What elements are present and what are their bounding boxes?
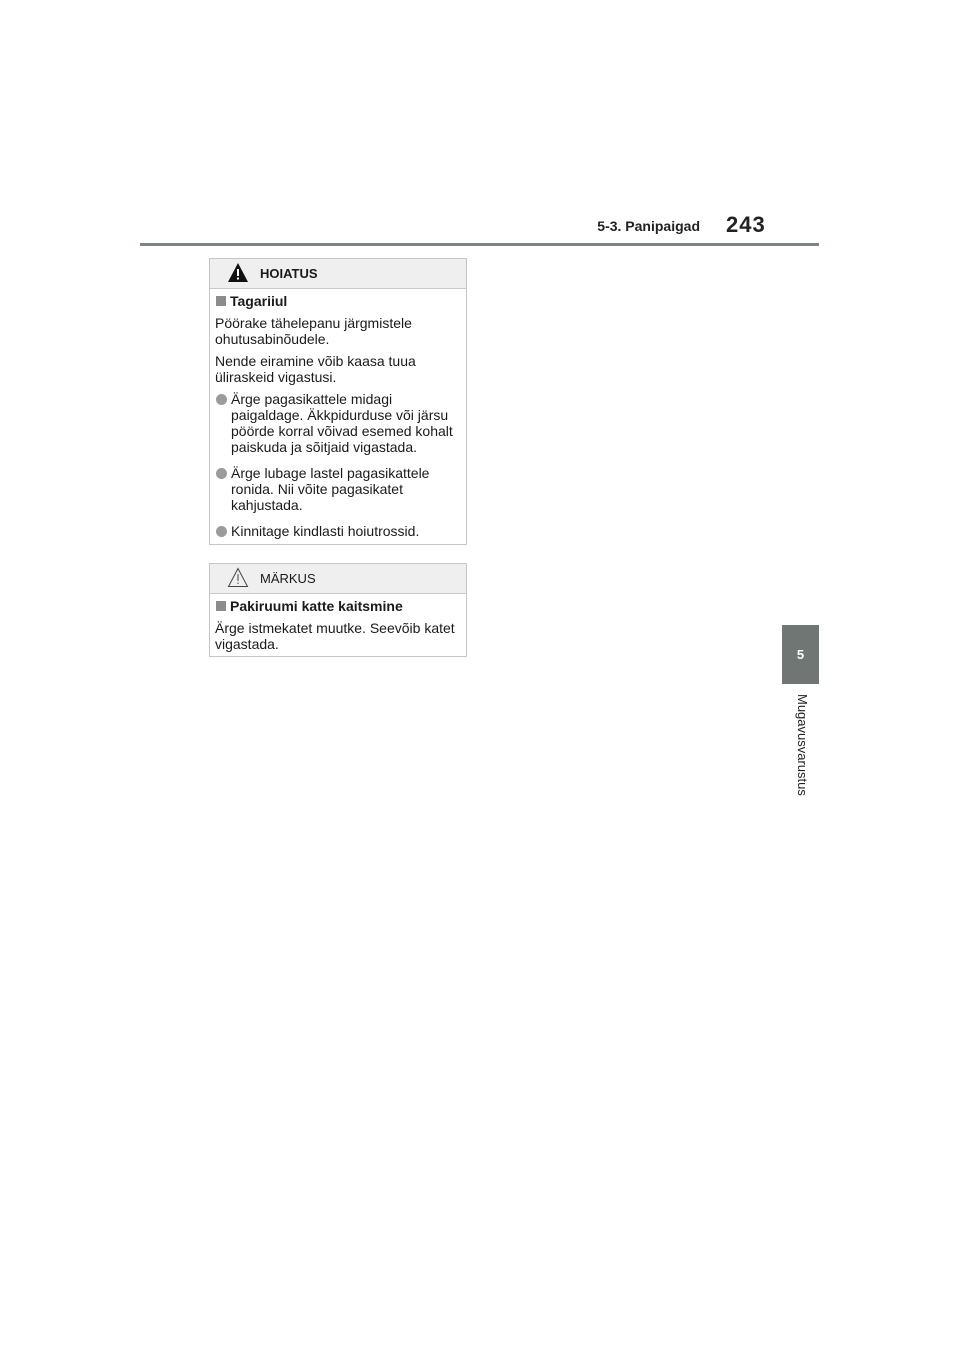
warning-triangle-outline-icon	[227, 567, 249, 591]
page-number: 243	[726, 212, 766, 237]
warning-bullet: Ärge pagasikattele midagi paigaldage. Äkkpidurduse või järsu pöörde korral võivad esemed kohalt paiskuda ja sõitjaid vigastada.	[215, 391, 461, 455]
square-bullet-icon	[216, 601, 226, 611]
chapter-tab	[782, 625, 819, 684]
warning-subheading: Tagariiul	[215, 293, 461, 309]
notice-title: MÄRKUS	[260, 571, 316, 586]
circle-bullet-icon	[216, 468, 227, 479]
warning-paragraph: Nende eiramine võib kaasa tuua üliraskeid vigastusi.	[215, 353, 416, 385]
warning-title: HOIATUS	[260, 266, 318, 281]
notice-paragraph: Ärge istmekatet muutke. Seevõib katet vigastada.	[215, 620, 455, 652]
notice-subheading: Pakiruumi katte kaitsmine	[215, 598, 461, 614]
circle-bullet-icon	[216, 526, 227, 537]
section-title: 5-3. Panipaigad	[597, 218, 700, 234]
square-bullet-icon	[216, 296, 226, 306]
warning-bullet: Ärge lubage lastel pagasikattele ronida. Nii võite pagasikatet kahjustada.	[215, 465, 461, 513]
circle-bullet-icon	[216, 394, 227, 405]
warning-bullet: Kinnitage kindlasti hoiutrossid.	[215, 523, 461, 539]
warning-paragraph: Pöörake tähelepanu järgmistele ohutusabinõudele.	[215, 315, 412, 347]
chapter-number: 5	[796, 647, 805, 662]
warning-box	[209, 258, 467, 545]
warning-triangle-filled-icon	[227, 262, 249, 286]
notice-box	[209, 563, 467, 657]
notice-header	[210, 564, 466, 594]
chapter-label: Mugavusvarustus	[795, 694, 810, 796]
header-divider	[140, 243, 819, 246]
warning-header	[210, 259, 466, 289]
